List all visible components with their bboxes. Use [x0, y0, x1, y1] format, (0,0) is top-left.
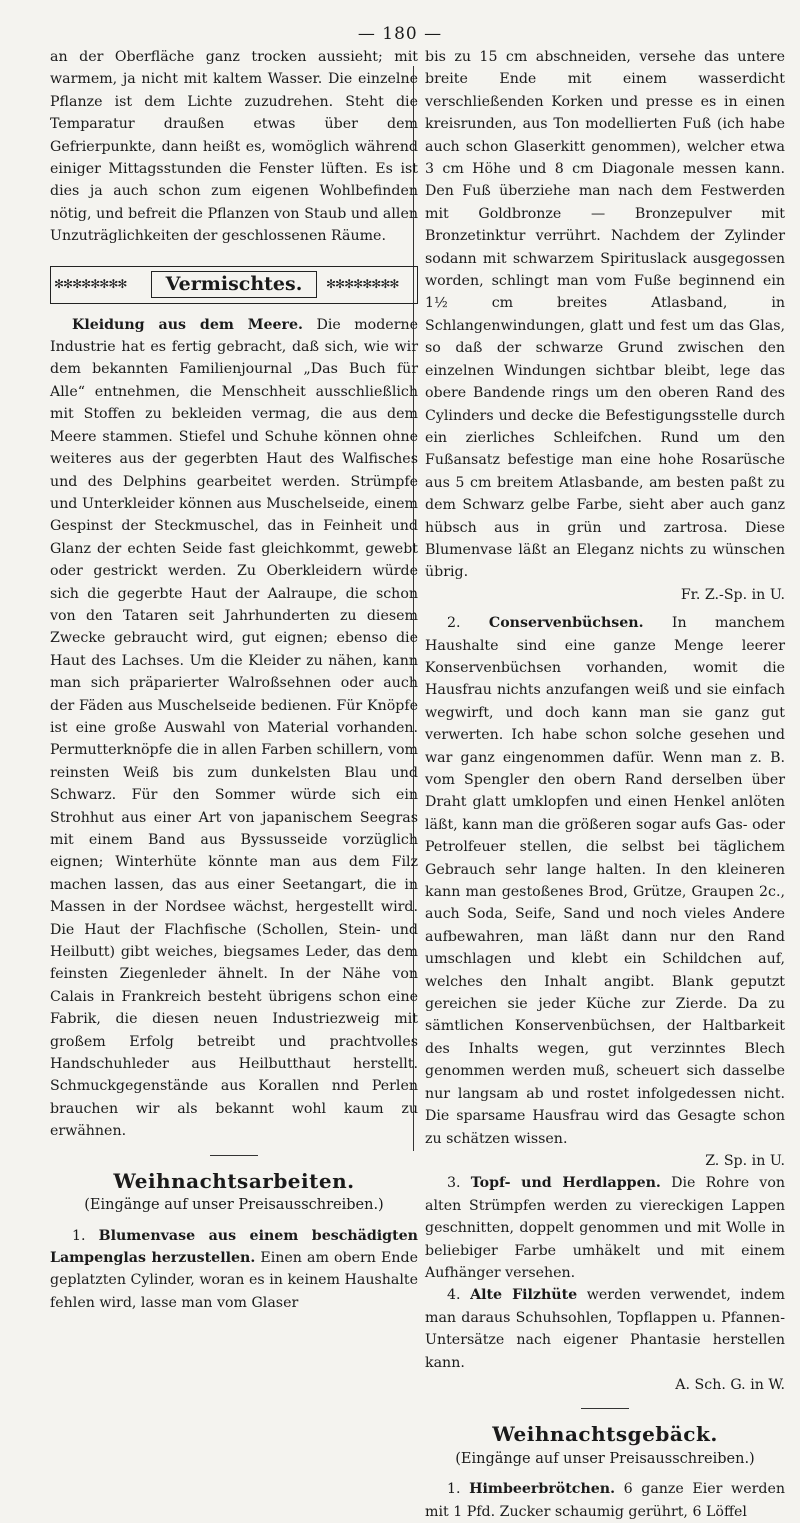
right-column [425, 46, 785, 1523]
item-title: Topf- und Herdlappen. [470, 1175, 661, 1192]
left-column [50, 46, 418, 1314]
article-title: Kleidung aus dem Meere. [72, 316, 303, 333]
ornament-left: ✻✻✻✻✻✻✻✻ [54, 277, 127, 292]
separator-rule [581, 1408, 629, 1409]
article-kleidung [50, 314, 418, 1143]
item-number: 1. [72, 1227, 86, 1244]
item-topflappen [425, 1172, 785, 1284]
signature: Z. Sp. in U. [705, 1152, 785, 1169]
separator-rule [210, 1155, 258, 1156]
item-number: 2. [447, 615, 461, 632]
item-title: Himbeerbrötchen. [469, 1481, 616, 1498]
item-himbeerbroetchen [425, 1478, 785, 1523]
item-text: Die Rohre von alten Strümpfen werden zu viereckigen Lappen geschnitten, doppelt genommen und mit Wolle in beliebiger Farbe umhäkelt und mit einem Aufhänger versehen. [425, 1175, 786, 1281]
article-text: Die moderne Industrie hat es fertig gebracht, daß sich, wie wir dem bekannten Familienjournal „Das Buch für Alle“ entnehmen, die Menschheit ausschließlich mit Stoffen zu bekleiden vermag, die aus dem Meere stammen. Stiefel und Schuhe können ohne weiteres aus der gegerbten Haut des Walfisches und des Delphins gearbeitet werden. Strümpfe und Unterkleider können aus Muschelseide, einem Gespinst der Steckmuschel, das in Feinheit und Glanz der echten Seide fast gleichkommt, gewebt oder gestrickt werden. Zu Oberkleidern würde sich die gegerbte Haut der Aalraupe, die schon von den Tataren seit Jahrhunderten zu diesem Zwecke gebraucht wird, gut eignen; ebenso die Haut des Lachses. Um die Kleider zu nähen, kann man sich präparierter Walroßsehnen oder auch der Fäden aus Muschelseide bedienen. Für Knöpfe ist eine große Auswahl von Material vorhanden. Permutterknöpfe die in allen Farben schillern, vom reinsten Weiß bis zum dunkelsten Blau und Schwarz. Für den Sommer würde sich ein Strohhut aus einer Art von japanischem Seegras mit einem Band aus Byssusseide vorzüglich eignen; Winterhüte könnte man aus dem Filz machen lassen, das aus einer Seetangart, die in Massen in der Nordsee wächst, hergestellt wird. Die Haut der Flachfische (Schollen, Stein- und Heilbutt) gibt weiches, biegsames Leder, das dem feinsten Ziegenleder ähnelt. In der Nähe von Calais in Frankreich besteht übrigens schon eine Fabrik, die diesen neuen Industriezweig mit großem Erfolg betreibt und prachtvolles Handschuhleder aus Heilbutthaut herstellt. Schmuckgegenstände aus Korallen nnd Perlen brauchen wir als bekannt wohl kaum zu erwähnen. [50, 316, 419, 1140]
page-number: — 180 — [357, 24, 443, 44]
item-blumenvase-continued: bis zu 15 cm abschneiden, versehe das untere breite Ende mit einem wasserdicht verschließenden Korken und presse es in einen kreisrunden, aus Ton modellierten Fuß (ich habe auch schon Glaserkitt genommen), welcher etwa 3 cm Höhe und 8 cm Diagonale messen kann. Den Fuß überziehe man nach dem Festwerden mit Goldbronze — Bronzepulver mit Bronzetinktur verrührt. Nachdem der Zylinder sodann mit schwarzem Spirituslack ausgegossen worden, schlingt man vom Fuße beginnend ein 1½ cm breites Atlasband, in Schlangenwindungen, glatt und fest um das Glas, so daß der schwarze Grund zwischen den einzelnen Windungen sichtbar bleibt, lege das obere Bandende rings um den oberen Rand des Cylinders und decke die Befestigungsstelle durch ein zierliches Schleifchen. Rund um den Fußansatz befestige man eine hohe Rosarüsche aus 5 cm breitem Atlasbande, am besten paßt zu dem Schwarz gelbe Farbe, sieht aber auch ganz hübsch aus in grün und zartrosa. Diese Blumenvase läßt an Eleganz nichts zu wünschen übrig. [425, 49, 785, 581]
item-text: Einen am obern Ende geplatzten Cylinder, woran es in keinem Haushalte fehlen wird, lasse man vom Glaser [50, 1249, 419, 1311]
ornament-right: ✻✻✻✻✻✻✻✻ [326, 277, 399, 292]
item-number: 1. [447, 1481, 461, 1498]
item-title: Alte Filzhüte [470, 1287, 578, 1304]
item-text: In manchem Haushalte sind eine ganze Menge leerer Konservenbüchsen vorhanden, womit die Hausfrau nichts anzufangen weiß und sie einfach wegwirft, und doch kann man sie ganz gut verwerten. Ich habe schon solche gesehen und war ganz eingenommen dafür. Wenn man z. B. vom Spengler den obern Rand derselben über Draht glatt umklopfen und einen Henkel anlöten läßt, kann man die größeren sogar aufs Gas- oder Petrolfeuer stellen, die selbst bei täglichem Gebrauch sehr lange halten. In den kleineren kann man gestoßenes Brod, Grütze, Graupen 2c., auch Soda, Seife, Sand und noch vieles Andere aufbewahren, man läßt dann nur den Rand umschlagen und klebt ein Schildchen auf, welches den Inhalt angibt. Blank geputzt gereichen sie jeder Küche zur Zierde. Da zu sämtlichen Konservenbüchsen, der Haltbarkeit des Inhalts wegen, gut verzinntes Blech genommen werden muß, scheuert sich dasselbe nur langsam ab und rostet infolgedessen nicht. Die sparsame Hausfrau wird das Gesagte schon zu schätzen wissen. [425, 615, 785, 1147]
item-title: Blumenvase aus einem beschädigten Lampenglas herzustellen. [50, 1227, 418, 1266]
item-number: 4. [447, 1287, 461, 1304]
section-header-box [50, 266, 418, 304]
item-conservenbuechsen [425, 612, 785, 1150]
item-title: Conservenbüchsen. [488, 615, 644, 632]
item-text: werden verwendet, indem man daraus Schuhsohlen, Topflappen u. Pfannen-Untersätze nach eigener Phantasie herstellen kann. [425, 1287, 785, 1371]
signature: Fr. Z.-Sp. in U. [680, 586, 785, 603]
heading-weihnachtsarbeiten: Weihnachtsarbeiten. [113, 1168, 355, 1193]
item-number: 3. [447, 1175, 461, 1192]
subheading-eingaenge: (Eingänge auf unser Preisausschreiben.) [455, 1450, 755, 1467]
subheading-eingaenge: (Eingänge auf unser Preisausschreiben.) [84, 1197, 384, 1214]
item-text: 6 ganze Eier werden mit 1 Pfd. Zucker schaumig gerührt, 6 Löffel [425, 1481, 785, 1520]
signature: A. Sch. G. in W. [675, 1376, 785, 1393]
heading-weihnachtsgebaeck: Weihnachtsgebäck. [492, 1422, 718, 1447]
item-filzhuete [425, 1284, 785, 1374]
continuation-paragraph: an der Oberfläche ganz trocken aussieht; mit warmem, ja nicht mit kaltem Wasser. Die einzelne Pflanze ist dem Lichte zuzudrehen. Steht die Temparatur draußen etwas über dem Gefrierpunkte, dann heißt es, womöglich während einiger Mittagsstunden die Fenster lüften. Es ist dies ja auch schon zum eigenen Wohlbefinden nötig, und befreit die Pflanzen von Staub und allen Unzuträglichkeiten der geschlossenen Räume. [50, 49, 418, 245]
item-blumenvase [50, 1225, 418, 1315]
section-title: Vermischtes. [151, 271, 318, 297]
